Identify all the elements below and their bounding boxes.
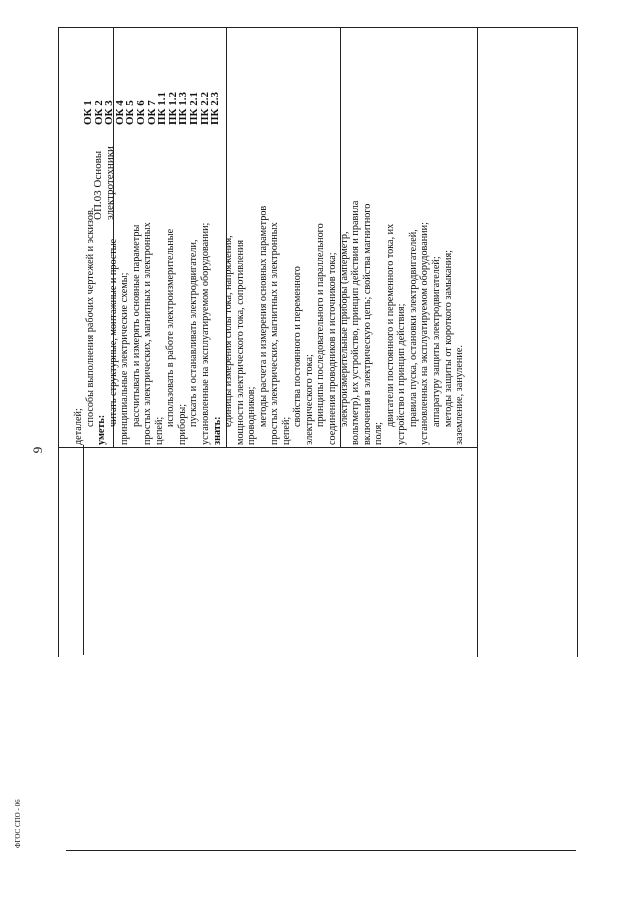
text-line: свойства постоянного и переменного	[292, 266, 304, 427]
competency-code: ПК 1.1	[156, 91, 169, 125]
competency-code: ОК 2	[92, 100, 105, 125]
text-line: уметь:	[96, 414, 108, 445]
page-number: 9	[30, 446, 45, 454]
text-line: электрического тока;	[303, 354, 315, 445]
text-line: установленных на эксплуатируемом оборудовании;	[419, 222, 431, 445]
text-line: соединения проводников и источников тока;	[327, 252, 339, 445]
competency-code: ОК 4	[113, 100, 126, 125]
competency-code: ОК 1	[82, 100, 94, 125]
subject-name: ОП.03 Основы электротехники	[92, 146, 116, 220]
text-line: принципы последовательного и параллельного	[315, 223, 327, 427]
footer-line	[66, 850, 576, 851]
competency-code: ПК 1.2	[166, 91, 179, 125]
text-line: установленные на эксплуатируемом оборудовании;	[200, 222, 212, 445]
header-row-line	[83, 445, 84, 655]
text-line: проводников;	[246, 386, 258, 445]
text-line: включения в электрическую цепь; свойства магнитного	[361, 203, 373, 445]
competency-code: ПК 2.3	[209, 91, 222, 125]
text-line: поля;	[373, 421, 385, 445]
text-line: вольтметр), их устройство, принцип действия и правила	[350, 200, 362, 445]
text-line: приборы;	[176, 403, 188, 445]
text-line: методы защиты от короткого замыкания;	[442, 249, 454, 427]
text-line: знать:	[211, 416, 223, 445]
table-left-border	[58, 27, 59, 657]
text-line: двигатели постоянного и переменного тока, их	[384, 223, 396, 427]
text-line: простых электрических, магнитных и электронных	[269, 222, 281, 445]
text-line: пускать и останавливать электродвигатели,	[188, 239, 200, 427]
text-line: деталей;	[73, 408, 84, 445]
text-line: рассчитывать и измерять основные параметры	[130, 224, 142, 427]
competency-code: ОК 3	[103, 100, 116, 125]
competencies-cell	[83, 5, 283, 125]
text-line: использовать в работе электроизмерительные	[165, 228, 177, 427]
row-divider	[58, 447, 478, 448]
text-line: принципиальные электрические схемы;	[119, 272, 131, 445]
text-line: читать структурные, монтажные и простые	[107, 238, 119, 427]
competency-code: ОК 5	[124, 100, 137, 125]
table-right-border	[577, 27, 578, 657]
footer-code: ФГОС СПО - 06	[14, 799, 22, 848]
text-line: аппаратуру защиты электродвигателей;	[430, 256, 442, 427]
competency-code: ПК 1.3	[177, 91, 190, 125]
text-line: мощности электрического тока, сопротивления	[234, 239, 246, 445]
text-line: заземление, зануление.	[454, 345, 466, 445]
competency-code: ОК 6	[134, 100, 147, 125]
competency-code: ОК 7	[145, 100, 158, 125]
text-line: цепей;	[280, 416, 292, 445]
competency-code: ПК 2.2	[198, 91, 211, 125]
text-line: цепей;	[153, 416, 165, 445]
text-line: единицы измерения силы тока, напряжения,	[223, 235, 235, 427]
text-line: методы расчета и измерения основных параметров	[257, 205, 269, 427]
competency-list	[83, 5, 221, 125]
text-line: способы выполнения рабочих чертежей и эскизов.	[84, 207, 96, 427]
text-line: электроизмерительные приборы (амперметр,	[338, 231, 350, 427]
text-line: устройство и принцип действия;	[396, 303, 408, 445]
text-line: простых электрических, магнитных и электронных	[142, 222, 154, 445]
text-line: правила пуска, остановки электродвигателей,	[407, 229, 419, 427]
competency-code: ПК 2.1	[187, 91, 200, 125]
